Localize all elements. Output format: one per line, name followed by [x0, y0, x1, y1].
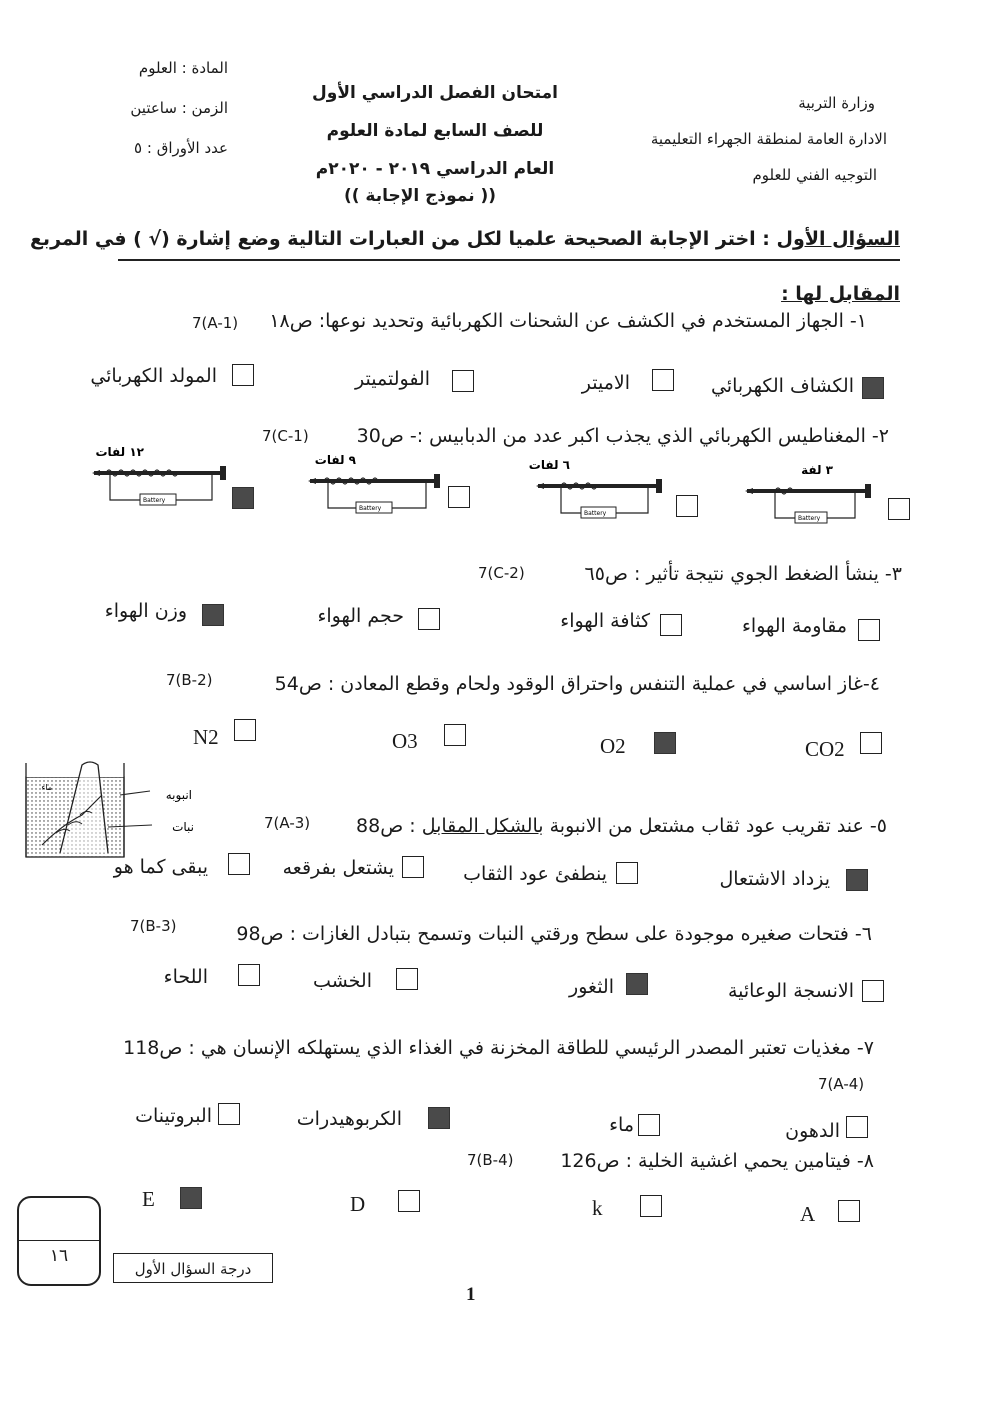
q1-option-3-label: الفولتميتر [355, 368, 430, 390]
nail-coil-9-turns [308, 450, 448, 520]
section-title-line2: المقابل لها : [781, 283, 900, 305]
q5-option-4-checkbox[interactable] [228, 853, 250, 875]
question-6-ref: 7(B-3) [130, 917, 177, 935]
question-5-ref: 7(A-3) [264, 814, 311, 832]
question-2-ref: 7(C-1) [262, 427, 309, 445]
question-6-text: ٦- فتحات صغيره موجودة على سطح ورقتي النبات وتسمح بتبادل الغازات : ص98 [236, 923, 872, 945]
section-title [30, 228, 900, 250]
q3-option-1-label: مقاومة الهواء [741, 615, 847, 637]
q6-option-1-checkbox[interactable] [862, 980, 884, 1002]
nail-coil-3-label: ٣ لفة [801, 463, 833, 477]
q8-option-3-checkbox[interactable] [398, 1190, 420, 1212]
q7-option-4-label: البروتينات [135, 1105, 212, 1127]
q3-option-3-checkbox[interactable] [418, 608, 440, 630]
section-title-label: السؤال الأول [776, 228, 900, 250]
q8-option-3-label: D [350, 1192, 366, 1216]
plant-tube-figure [22, 755, 202, 860]
score-box [17, 1196, 101, 1286]
q7-option-3-checkbox[interactable] [428, 1107, 450, 1129]
q1-option-1-label: الكشاف الكهربائي [710, 375, 854, 397]
question-3-text: ٣- ينشأ الضغط الجوي نتيجة تأثير : ص٦٥ [584, 563, 902, 585]
q3-option-3-label: حجم الهواء [317, 605, 404, 627]
q5-option-2-label: ينطفئ عود الثقاب [463, 863, 607, 885]
q1-option-4-label: المولد الكهربائي [90, 365, 217, 387]
score-label: درجة السؤال الأول [113, 1253, 273, 1283]
q3-option-2-label: كثافة الهواء [560, 610, 650, 632]
q4-option-1-checkbox[interactable] [860, 732, 882, 754]
q8-option-1-label: A [800, 1202, 816, 1226]
question-4-text: ٤-غاز اساسي في عملية التنفس واحتراق الوقود ولحام وقطع المعادن : ص54 [274, 673, 880, 695]
q4-option-2-checkbox[interactable] [654, 732, 676, 754]
header-right [651, 85, 887, 193]
q1-option-4-checkbox[interactable] [232, 364, 254, 386]
figure-plant-label: نبات [172, 820, 194, 834]
academic-year: العام الدراسي ٢٠١٩ - ٢٠٢٠م [315, 159, 555, 179]
pages-label: عدد الأوراق : ٥ [134, 139, 228, 157]
q6-option-4-label: اللحاء [163, 966, 208, 988]
question-5-text-underlined: بالشكل المقابل [421, 815, 544, 837]
q6-option-2-label: الثغور [569, 976, 614, 998]
question-5-text [356, 815, 887, 837]
figure-tube-label: انبوبه [165, 788, 192, 802]
score-box-divider [19, 1240, 99, 1241]
nail-coil-6-label: ٦ لفات [528, 458, 570, 472]
section-title-underline [118, 259, 900, 261]
q5-option-1-checkbox[interactable] [846, 869, 868, 891]
q2-option-4-checkbox[interactable] [232, 487, 254, 509]
q1-option-1-checkbox[interactable] [862, 377, 884, 399]
header-center [300, 74, 570, 188]
exam-title: امتحان الفصل الدراسي الأول [312, 83, 558, 103]
nail-coil-12-label: ١٢ لفات [95, 445, 144, 459]
q4-option-1-label: CO2 [805, 737, 845, 761]
q6-option-1-label: الانسجة الوعائية [727, 980, 854, 1002]
q2-option-1-checkbox[interactable] [888, 498, 910, 520]
battery-3-text: Battery [359, 505, 382, 512]
q3-option-1-checkbox[interactable] [858, 619, 880, 641]
q8-option-4-checkbox[interactable] [180, 1187, 202, 1209]
grade-title: للصف السابع لمادة العلوم [326, 121, 544, 141]
q4-option-4-label: N2 [193, 725, 219, 749]
question-2-text: ٢- المغناطيس الكهربائي الذي يجذب اكبر عدد من الدبابيس :- ص30 [356, 425, 889, 447]
question-8-ref: 7(B-4) [467, 1151, 514, 1169]
nail-coil-12-turns [92, 442, 232, 512]
question-7-text: ٧- مغذيات تعتبر المصدر الرئيسي للطاقة المخزنة في الغذاء الذي يستهلكه الإنسان هي : ص118 [123, 1037, 874, 1059]
q8-option-2-checkbox[interactable] [640, 1195, 662, 1217]
time-label: الزمن : ساعتين [130, 99, 228, 117]
district-name: الادارة العامة لمنطقة الجهراء التعليمية [650, 130, 887, 148]
q7-option-1-checkbox[interactable] [846, 1116, 868, 1138]
q4-option-4-checkbox[interactable] [234, 719, 256, 741]
q3-option-4-checkbox[interactable] [202, 604, 224, 626]
question-4-ref: 7(B-2) [166, 671, 213, 689]
q6-option-2-checkbox[interactable] [626, 973, 648, 995]
question-8-text: ٨- فيتامين يحمي اغشية الخلية : ص126 [560, 1150, 874, 1172]
q5-option-1-label: يزداد الاشتعال [719, 868, 830, 890]
q7-option-2-label: ماء [609, 1114, 634, 1136]
battery-2-text: Battery [584, 510, 607, 517]
q4-option-3-checkbox[interactable] [444, 724, 466, 746]
q3-option-2-checkbox[interactable] [660, 614, 682, 636]
question-3-ref: 7(C-2) [478, 564, 525, 582]
score-value: ١٦ [49, 1246, 69, 1266]
q3-option-4-label: وزن الهواء [104, 600, 187, 622]
q7-option-3-label: الكربوهيدرات [296, 1108, 402, 1130]
q5-option-4-label: يبقى كما هو [113, 856, 208, 878]
department-name: التوجيه الفني للعلوم [752, 166, 877, 184]
figure-water-label: ماء [41, 783, 52, 792]
q2-option-2-checkbox[interactable] [676, 495, 698, 517]
q8-option-4-label: E [142, 1187, 155, 1211]
q5-option-3-checkbox[interactable] [402, 856, 424, 878]
q5-option-2-checkbox[interactable] [616, 862, 638, 884]
nail-coil-3-turns [745, 460, 885, 530]
q2-option-3-checkbox[interactable] [448, 486, 470, 508]
nail-coil-6-turns [528, 455, 676, 525]
q1-option-2-label: الاميتر [581, 372, 630, 394]
question-1-text: ١- الجهاز المستخدم في الكشف عن الشحنات الكهربائية وتحديد نوعها: ص١٨ [269, 310, 867, 332]
q7-option-2-checkbox[interactable] [638, 1114, 660, 1136]
section-title-text: : اختر الإجابة الصحيحة علميا لكل من العبارات التالية وضع إشارة (√ ) في المربع [29, 228, 770, 250]
q6-option-3-label: الخشب [313, 970, 372, 992]
subject-label: المادة : العلوم [138, 59, 228, 77]
q7-option-1-label: الدهون [785, 1120, 840, 1142]
q8-option-1-checkbox[interactable] [838, 1200, 860, 1222]
q6-option-4-checkbox[interactable] [238, 964, 260, 986]
nail-coil-9-label: ٩ لفات [314, 453, 356, 467]
q1-option-2-checkbox[interactable] [652, 369, 674, 391]
question-5-text-pre: ٥- عند تقريب عود ثقاب مشتعل من الانبوبة [543, 815, 887, 837]
header-left [118, 48, 228, 168]
q5-option-3-label: يشتعل بفرقعه [282, 857, 394, 879]
answer-model-title: (( نموذج الإجابة )) [343, 186, 497, 206]
q1-option-3-checkbox[interactable] [452, 370, 474, 392]
q8-option-2-label: k [592, 1196, 603, 1220]
question-1-ref: 7(A-1) [192, 314, 239, 332]
battery-1-text: Battery [798, 515, 821, 522]
q7-option-4-checkbox[interactable] [218, 1103, 240, 1125]
page-number: 1 [466, 1284, 476, 1305]
question-7-ref: 7(A-4) [818, 1075, 865, 1093]
q4-option-3-label: O3 [392, 729, 418, 753]
q6-option-3-checkbox[interactable] [396, 968, 418, 990]
question-5-text-post: : ص88 [356, 815, 422, 837]
q4-option-2-label: O2 [600, 734, 626, 758]
ministry-name: وزارة التربية [798, 94, 875, 112]
battery-4-text: Battery [143, 497, 166, 504]
